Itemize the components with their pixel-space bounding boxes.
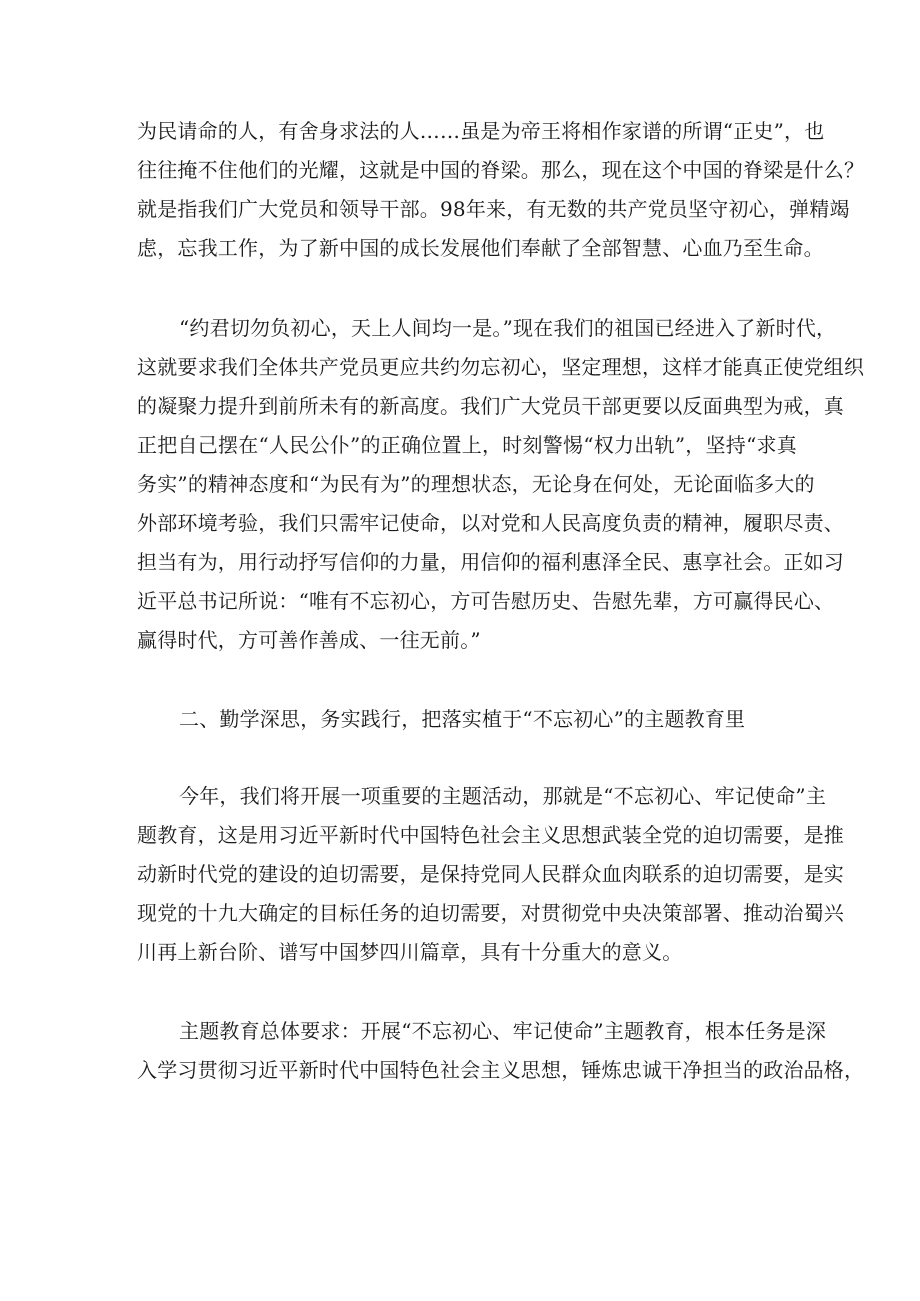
text-line: 的凝聚力提升到前所未有的新高度。我们广大党员干部更要以反面典型为戒，真 [137,394,844,418]
text-line: 主题教育总体要求：开展“不忘初心、牢记使命”主题教育，根本任务是深 [179,1019,827,1043]
text-line: 今年，我们将开展一项重要的主题活动，那就是“不忘初心、牢记使命”主 [179,784,827,808]
paragraph-3 [137,777,844,972]
text-line: 就是指我们广大党员和领导干部。98年来，有无数的共产党员坚守初心，弹精竭 [137,197,850,221]
paragraph-4 [137,1012,865,1090]
paragraph-2 [137,309,865,660]
text-line: 务实”的精神态度和“为民有为”的理想状态，无论身在何处，无论面临多大的 [137,472,815,496]
text-line: 外部环境考验，我们只需牢记使命，以对党和人民高度负责的精神，履职尽责、 [137,511,844,535]
text-line: 近平总书记所说：“唯有不忘初心，方可告慰历史、告慰先辈，方可赢得民心、 [137,589,835,613]
document-body [137,112,865,1090]
text-line: 川再上新台阶、谱写中国梦四川篇章，具有十分重大的意义。 [137,940,683,964]
text-line: 现党的十九大确定的目标任务的迫切需要，对贯彻党中央决策部署、推动治蜀兴 [137,901,844,925]
text-line: 动新时代党的建设的迫切需要，是保持党同人民群众血肉联系的迫切需要，是实 [137,862,844,886]
text-line: 往往掩不住他们的光耀，这就是中国的脊梁。那么，现在这个中国的脊梁是什么？ [137,158,865,182]
section-heading [137,700,797,739]
text-line: 正把自己摆在“人民公仆”的正确位置上，时刻警惕“权力出轨”，坚持“求真 [137,433,797,457]
text-line: “约君切勿负初心，天上人间均一是。”现在我们的祖国已经进入了新时代， [179,316,837,340]
text-line: 为民请命的人，有舍身求法的人……虽是为帝王将相作家谱的所谓“正史”，也 [137,119,825,143]
text-line: 这就要求我们全体共产党员更应共约勿忘初心，坚定理想，这样才能真正使党组织 [137,355,865,379]
text-line: 题教育，这是用习近平新时代中国特色社会主义思想武装全党的迫切需要，是推 [137,823,844,847]
text-line: 虑，忘我工作，为了新中国的成长发展他们奉献了全部智慧、心血乃至生命。 [137,236,824,260]
heading-text: 二、勤学深思，务实践行，把落实植于“不忘初心”的主题教育里 [179,707,746,731]
text-line: 赢得时代，方可善作善成、一往无前。” [137,628,481,652]
text-line: 入学习贯彻习近平新时代中国特色社会主义思想，锤炼忠诚干净担当的政治品格， [137,1058,865,1082]
paragraph-1 [137,112,865,268]
text-line: 担当有为，用行动抒写信仰的力量，用信仰的福利惠泽全民、惠享社会。正如习 [137,550,844,574]
